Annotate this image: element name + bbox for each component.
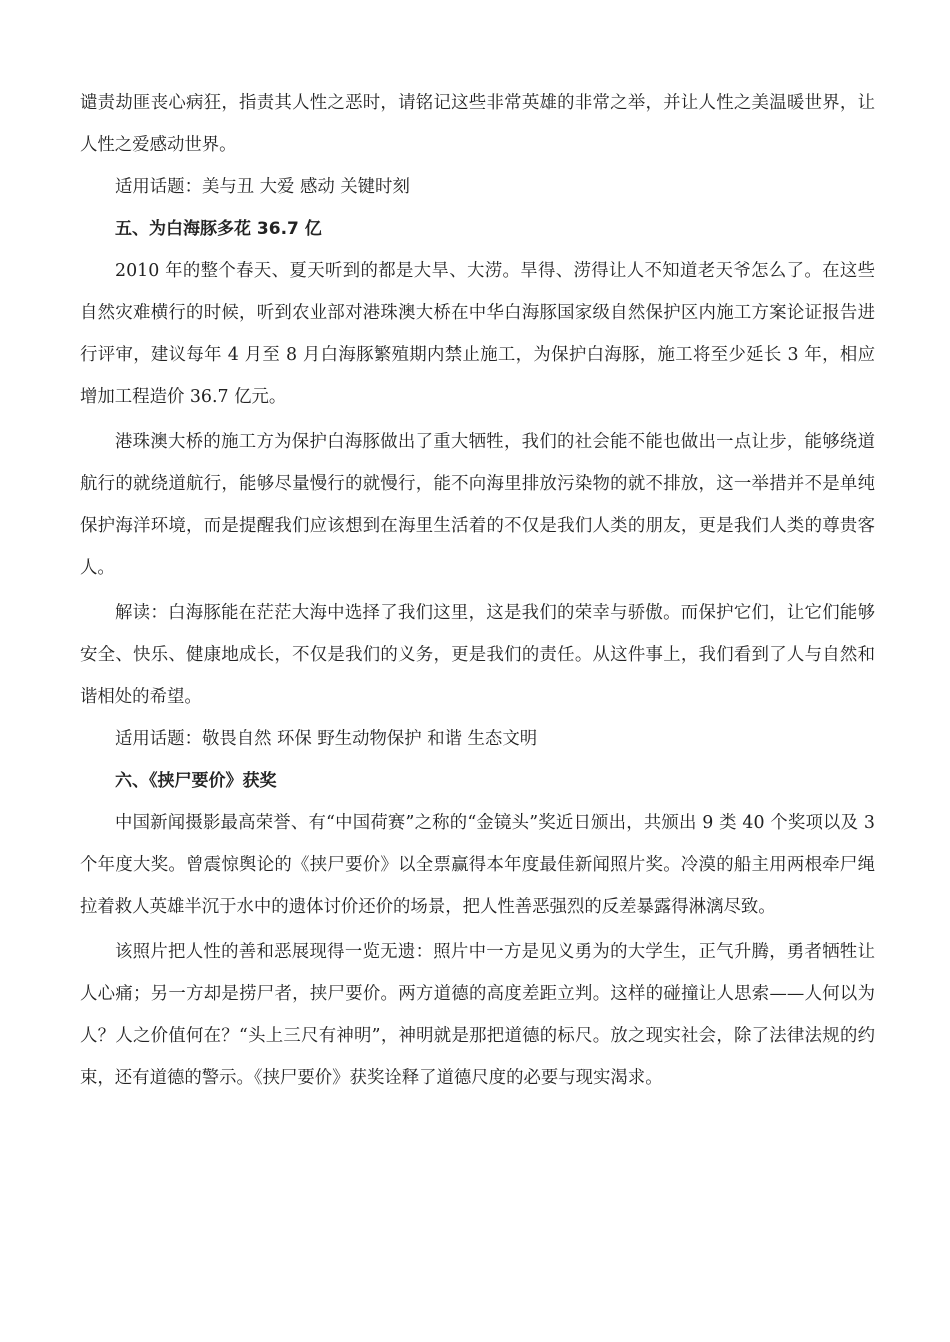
section4-topics: 适用话题：美与丑 大爱 感动 关键时刻 [115,177,410,197]
section6-paragraph-2: 该照片把人性的善和恶展现得一览无遗：照片中一方是见义勇为的大学生，正气升腾，勇者牺牲让人心痛；另一方却是捞尸者，挟尸要价。两方道德的高度差距立判。这样的碰撞让人思索——人何以为人？人之价值何在？“头上三尺有神明”，神明就是那把道德的标尺。放之现实社会，除了法律法规的约束，还有道德的警示。《挟尸要价》获奖诠释了道德尺度的必要与现实渴求。 [80,942,875,1088]
section6-title: 六、《挟尸要价》获奖 [115,771,277,791]
section6-paragraph-1: 中国新闻摄影最高荣誉、有“中国荷赛”之称的“金镜头”奖近日颁出，共颁出 9 类 40 个奖项以及 3 个年度大奖。曾震惊舆论的《挟尸要价》以全票赢得本年度最佳新闻照片奖。冷漠的船主用两根牵尸绳拉着救人英雄半沉于水中的遗体讨价还价的场景，把人性善恶强烈的反差暴露得淋漓尽致。 [80,813,875,917]
section5-topics: 适用话题：敬畏自然 环保 野生动物保护 和谐 生态文明 [115,729,538,749]
section5-title: 五、为白海豚多花 36.7 亿 [115,219,322,239]
section5-paragraph-1: 2010 年的整个春天、夏天听到的都是大旱、大涝。旱得、涝得让人不知道老天爷怎么了。在这些自然灾难横行的时候，听到农业部对港珠澳大桥在中华白海豚国家级自然保护区内施工方案论证报告进行评审，建议每年 4 月至 8 月白海豚繁殖期内禁止施工，为保护白海豚，施工将至少延长 3 年，相应增加工程造价 36.7 亿元。 [80,261,875,407]
section5-paragraph-2: 港珠澳大桥的施工方为保护白海豚做出了重大牺牲，我们的社会能不能也做出一点让步，能够绕道航行的就绕道航行，能够尽量慢行的就慢行，能不向海里排放污染物的就不排放，这一举措并不是单纯保护海洋环境，而是提醒我们应该想到在海里生活着的不仅是我们人类的朋友，更是我们人类的尊贵客人。 [80,432,875,578]
document-page [80,82,875,1099]
section4-continuation: 谴责劫匪丧心病狂，指责其人性之恶时，请铭记这些非常英雄的非常之举，并让人性之美温暖世界，让人性之爱感动世界。 [80,93,875,155]
section5-analysis: 解读：白海豚能在茫茫大海中选择了我们这里，这是我们的荣幸与骄傲。而保护它们，让它们能够安全、快乐、健康地成长，不仅是我们的义务，更是我们的责任。从这件事上，我们看到了人与自然和谐相处的希望。 [80,603,875,707]
